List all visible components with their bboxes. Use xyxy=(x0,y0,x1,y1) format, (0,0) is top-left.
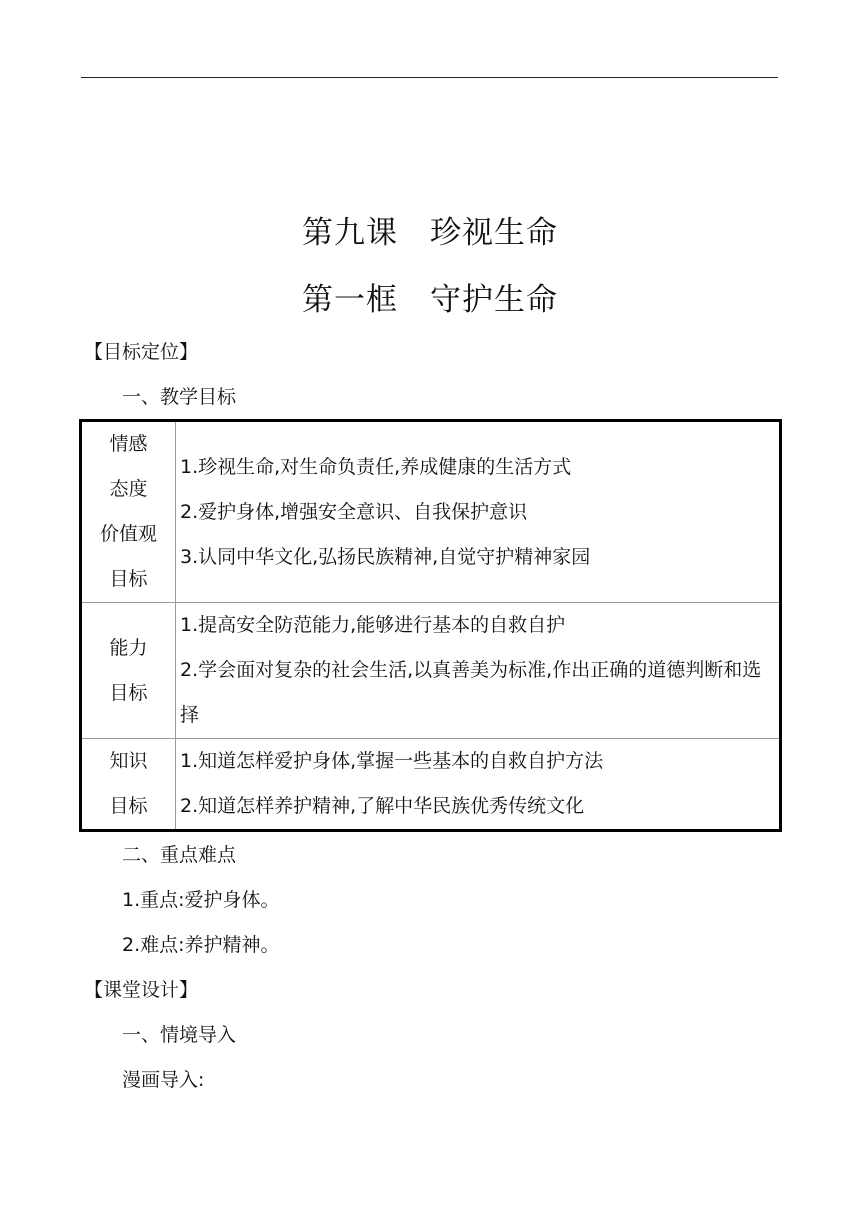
goal-item: 1.珍视生命,对生命负责任,养成健康的生活方式 xyxy=(180,455,572,478)
category-line: 能力 xyxy=(109,636,148,659)
category-line: 目标 xyxy=(109,568,148,590)
lesson-title: 第九课 珍视生命 xyxy=(302,215,558,251)
goal-item: 3.认同中华文化,弘扬民族精神,自觉守护精神家园 xyxy=(180,545,591,568)
category-line: 目标 xyxy=(109,681,148,704)
category-cell xyxy=(81,421,176,603)
goal-item: 1.知道怎样爱护身体,掌握一些基本的自救自护方法 xyxy=(180,750,604,772)
intro-heading: 一、情境导入 xyxy=(122,1024,237,1046)
items-cell xyxy=(176,421,781,603)
table-row xyxy=(81,603,781,739)
key-points-heading: 二、重点难点 xyxy=(122,844,237,866)
category-line: 态度 xyxy=(109,478,148,500)
category-line: 价值观 xyxy=(99,523,157,545)
difficult-point: 2.难点:养护精神。 xyxy=(122,934,280,956)
frame-title: 第一框 守护生命 xyxy=(302,282,558,318)
intro-text: 漫画导入: xyxy=(122,1069,205,1091)
header-rule xyxy=(81,77,778,78)
goal-item: 2.爱护身体,增强安全意识、自我保护意识 xyxy=(180,500,528,523)
items-cell xyxy=(176,739,781,831)
goals-heading: 【目标定位】 xyxy=(84,341,199,363)
design-heading: 【课堂设计】 xyxy=(84,979,199,1001)
items-cell xyxy=(176,603,781,739)
category-line: 目标 xyxy=(109,795,148,817)
category-line: 知识 xyxy=(109,750,148,772)
category-cell xyxy=(81,603,176,739)
goal-item: 2.知道怎样养护精神,了解中华民族优秀传统文化 xyxy=(180,795,585,817)
teaching-goals-heading: 一、教学目标 xyxy=(122,386,237,408)
key-point: 1.重点:爱护身体。 xyxy=(122,889,280,911)
teaching-goals-table xyxy=(79,419,782,832)
table-row xyxy=(81,739,781,831)
goal-item: 2.学会面对复杂的社会生活,以真善美为标准,作出正确的道德判断和选择 xyxy=(180,659,762,726)
table-row xyxy=(81,421,781,603)
category-line: 情感 xyxy=(109,433,148,455)
goal-item: 1.提高安全防范能力,能够进行基本的自救自护 xyxy=(180,614,566,636)
category-cell xyxy=(81,739,176,831)
